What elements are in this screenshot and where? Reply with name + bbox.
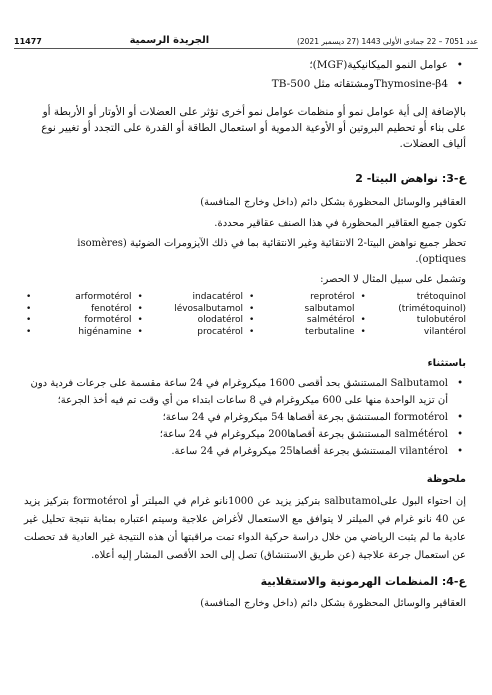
issue-info: عدد 7051 – 22 جمادى الأولى 1443 (27 ديسمبر 2021) [296, 37, 478, 46]
drug-item: • higénamine [24, 327, 132, 339]
page-number: 11477 [14, 37, 42, 46]
growth-factor-list [24, 56, 466, 94]
drug-item: • olodatérol [136, 315, 244, 327]
section-s4-title: ع-4: المنظمات الهرمونية والاستقلابية [260, 575, 466, 588]
drug-item: • terbutaline [247, 327, 355, 339]
drug-item: • lévosalbutamol [136, 304, 244, 316]
list-item: • Salbutamol المستنشق بحد أقصى 1600 ميكروغرام في 24 ساعة مقسمة على جرعات فردية دون أن تزيد الواحدة منها على 600 ميكروغرام في 8 ساعات ابتداء من أي وقت تم فيه أخذ الجرعة؛ [24, 375, 466, 409]
list-item: • formotérol المستنشق بجرعة أقصاها 54 ميكروغرام في 24 ساعة؛ [24, 409, 466, 426]
section-s3-line1: العقاقير والوسائل المحظورة بشكل دائم (داخل وخارج المنافسة) [200, 197, 466, 208]
document-body [24, 56, 466, 612]
drug-column-2 [136, 292, 244, 338]
list-item: • Thymosine-β4ومشتقاته مثل TB-500 [24, 75, 466, 94]
page-header [14, 32, 478, 49]
section-s4-line1: العقاقير والوسائل المحظورة بشكل دائم (داخل وخارج المنافسة) [200, 598, 466, 609]
section-s3-line3: تحظر جميع نواهض البيتا-2 الانتقائية وغير الانتقائية بما في ذلك الآيزومرات الضوئية (isomères optiques). [77, 238, 466, 265]
list-item: • salmétérol المستنشق بجرعة أقصاها200 ميكروغرام في 24 ساعة؛ [24, 426, 466, 443]
drug-item: • indacatérol [136, 292, 244, 304]
drug-item: • tulobutérol [359, 315, 467, 327]
list-item: • عوامل النمو الميكانيكية(MGF)؛ [24, 56, 466, 75]
drug-item: • arformotérol [24, 292, 132, 304]
section-s3-line4: وتشمل على سبيل المثال لا الحصر: [320, 274, 466, 285]
section-s3-title: ع-3: نواهض البيتا- 2 [355, 172, 466, 185]
list-item: • vilantérol المستنشق بجرعة أقصاها25 ميكروغرام في 24 ساعة. [24, 443, 466, 460]
drug-item-continuation: (trimétoquinol) [398, 303, 466, 314]
drug-examples-grid [24, 292, 466, 338]
drug-column-4 [359, 292, 467, 338]
drug-column-3 [247, 292, 355, 338]
journal-title: الجريدة الرسمية [129, 35, 210, 46]
drug-item: • vilantérol [359, 327, 467, 339]
intro-paragraph: بالإضافة إلى أية عوامل نمو أو منظمات عوامل نمو أخرى تؤثر على العضلات أو الأوتار أو الأربطة أو على بناء أو تحطيم البروتين أو الأوعية الدموية أو استعمال الطاقة أو القدرة على التجدد أو تغيير نوع ألياف العضلات. [41, 106, 466, 150]
drug-item: • salbutamol [247, 304, 355, 316]
note-text: إن احتواء البول علىsalbutamol بتركيز يزيد عن 1000نانو غرام في الميلتر أو formotérol بتركيز يزيد عن 40 نانو غرام في الميلتر لا يتوافق مع الاستعمال لأغراض علاجية وسيتم اعتباره بمثابة نتيجة تحليل غير عادية ما لم يثبت الرياضي من خلال دراسة حركية الدواء تمت مراقبتها أن هذه النتيجة غير العادية قد تحصلت عن استعمال جرعة علاجية (عن طريق الاستنشاق) تصل إلى الحد الأقصى المشار إليه أعلاه. [24, 496, 466, 561]
drug-column-1 [24, 292, 132, 338]
exceptions-title: باستثناء [427, 358, 466, 369]
drug-item: • salmétérol [247, 315, 355, 327]
exceptions-list [24, 375, 466, 460]
section-s3-line2: تكون جميع العقاقير المحظورة في هذا الصنف عقاقير محددة. [214, 218, 466, 229]
drug-item: • reprotérol [247, 292, 355, 304]
drug-item: • procatérol [136, 327, 244, 339]
note-title: ملحوظة [426, 474, 466, 485]
drug-item: • formotérol [24, 315, 132, 327]
drug-item: • trétoquinol [359, 292, 467, 304]
drug-item: • fenotérol [24, 304, 132, 316]
